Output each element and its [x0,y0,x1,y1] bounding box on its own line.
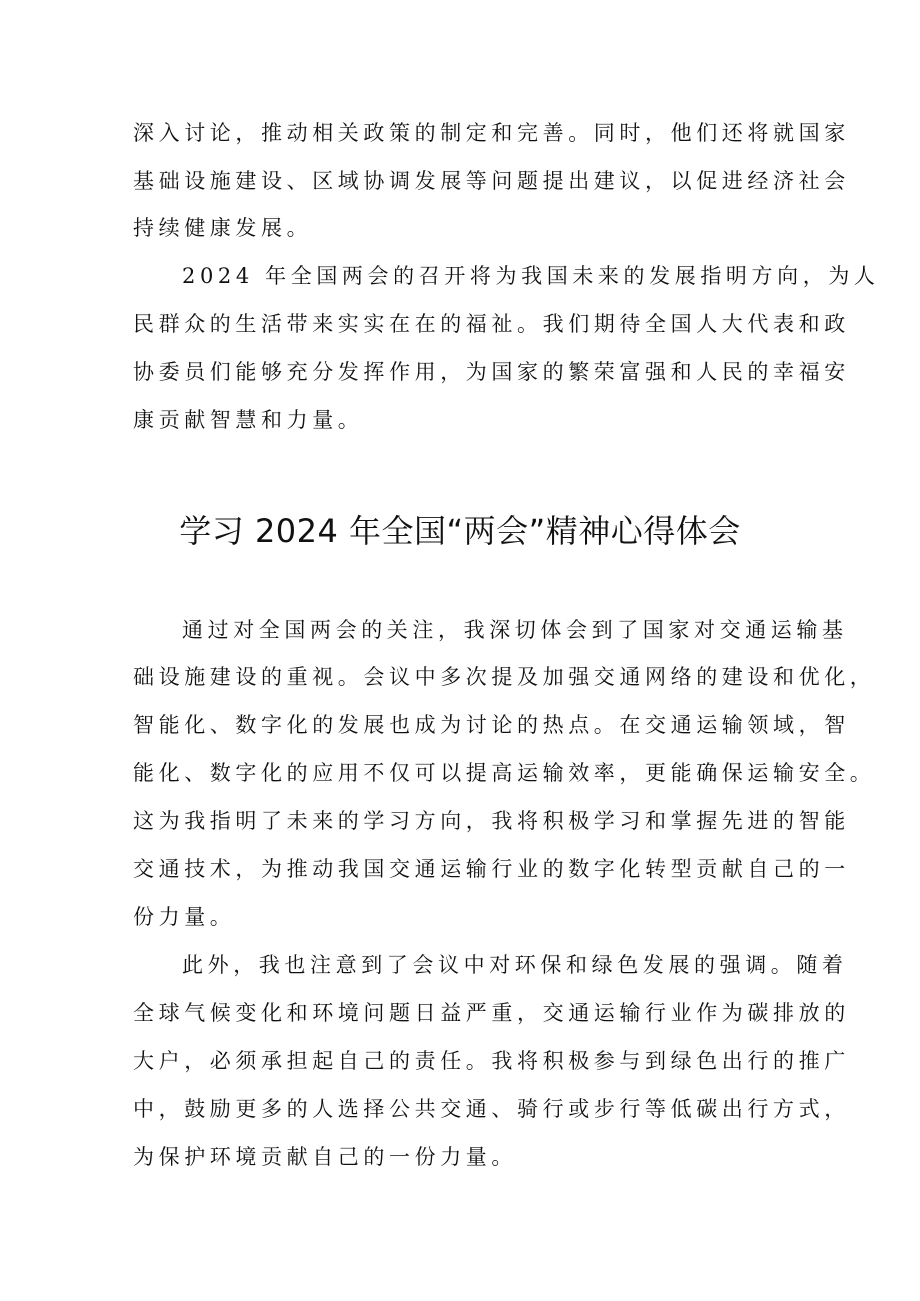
paragraph-2-line-4: 康贡献智慧和力量。 [133,408,364,432]
article-heading: 学习 2024 年全国“两会”精神心得体会 [179,512,741,550]
paragraph-3-line-6: 交通技术，为推动我国交通运输行业的数字化转型贡献自己的一 [133,857,850,881]
paragraph-4-line-5: 为保护环境贡献自己的一份力量。 [133,1145,517,1169]
paragraph-2-line-2: 民群众的生活带来实实在在的福祉。我们期待全国人大代表和政 [133,312,850,336]
paragraph-4-line-3: 大户，必须承担起自己的责任。我将积极参与到绿色出行的推广 [133,1049,850,1073]
paragraph-1-line-2: 基础设施建设、区域协调发展等问题提出建议，以促进经济社会 [133,169,850,193]
paragraph-4-line-4: 中，鼓励更多的人选择公共交通、骑行或步行等低碳出行方式， [133,1097,850,1121]
paragraph-3-line-4: 能化、数字化的应用不仅可以提高运输效率，更能确保运输安全。 [133,761,876,785]
paragraph-2-line-1: 2024 年全国两会的召开将为我国未来的发展指明方向，为人 [182,264,880,288]
paragraph-3-line-5: 这为我指明了未来的学习方向，我将积极学习和掌握先进的智能 [133,809,850,833]
paragraph-4-line-1: 此外，我也注意到了会议中对环保和绿色发展的强调。随着 [182,953,848,977]
paragraph-4-line-2: 全球气候变化和环境问题日益严重，交通运输行业作为碳排放的 [133,1001,850,1025]
paragraph-3-line-7: 份力量。 [133,905,236,929]
paragraph-3-line-1: 通过对全国两会的关注，我深切体会到了国家对交通运输基 [182,618,848,642]
paragraph-2-line-3: 协委员们能够充分发挥作用，为国家的繁荣富强和人民的幸福安 [133,360,850,384]
paragraph-1-line-3: 持续健康发展。 [133,216,313,240]
paragraph-3-line-2: 础设施建设的重视。会议中多次提及加强交通网络的建设和优化， [133,665,876,689]
paragraph-1-line-1: 深入讨论，推动相关政策的制定和完善。同时，他们还将就国家 [133,121,850,145]
paragraph-3-line-3: 智能化、数字化的发展也成为讨论的热点。在交通运输领域，智 [133,713,850,737]
